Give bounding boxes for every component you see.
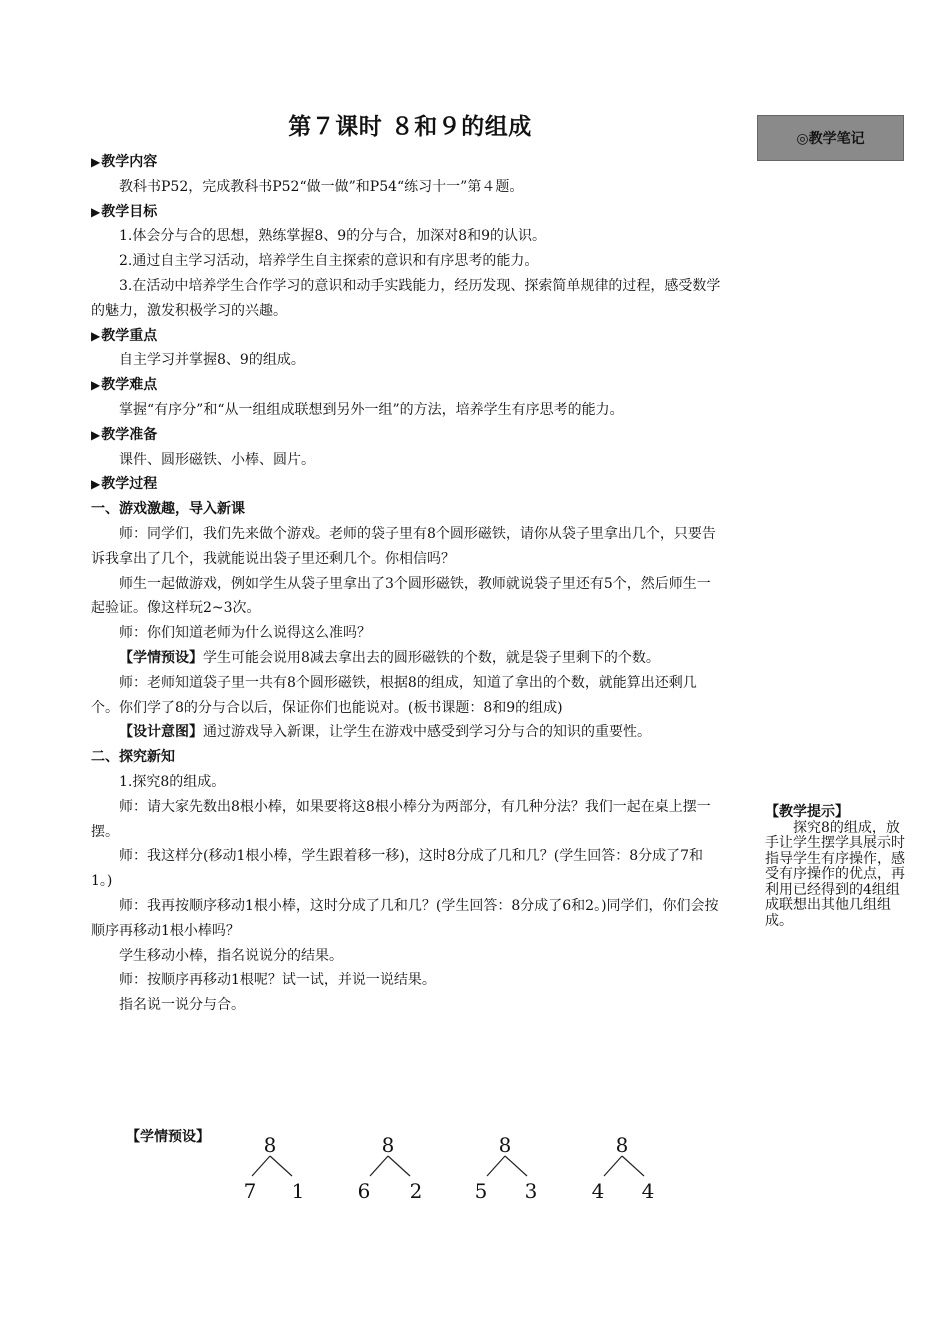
paragraph: 学生移动小棒，指名说说分的结果。 — [119, 947, 343, 964]
paragraph: 师：你们知道老师为什么说得这么准吗？ — [119, 625, 371, 642]
teaching-notes-box: ◎教学笔记 — [757, 115, 904, 161]
branch-line — [270, 1156, 292, 1176]
key-points-text: 自主学习并掌握8、9的组成。 — [119, 352, 305, 369]
left-part: 5 — [474, 1179, 488, 1203]
composition-diagram — [475, 1133, 538, 1203]
triangle-bullet-icon: ▶ — [91, 328, 101, 343]
section-heading-goals: ▶教学目标 — [91, 203, 158, 220]
branch-line — [370, 1156, 388, 1176]
left-part: 7 — [243, 1179, 257, 1203]
paragraph: 师：同学们，我们先来做个游戏。老师的袋子里有8个圆形磁铁，请你从袋子里拿出几个，只要告诉我拿出了几个，我就能说出袋子里还剩几个。你相信吗？ — [91, 525, 716, 567]
teaching-tip — [765, 805, 905, 929]
total-number: 8 — [498, 1133, 512, 1157]
composition-diagrams — [230, 1130, 670, 1210]
section-heading-key-points: ▶教学重点 — [91, 327, 158, 344]
section-heading-difficulties: ▶教学难点 — [91, 377, 158, 394]
tag-label: 【学情预设】 — [119, 649, 203, 666]
composition-diagram — [244, 1133, 305, 1203]
paragraph: 师：按顺序再移动1根呢？试一试，并说一说结果。 — [119, 972, 436, 989]
lesson-body — [91, 150, 724, 1018]
branch-line — [604, 1156, 622, 1176]
paragraph: 师生一起做游戏，例如学生从袋子里拿出了3个圆形磁铁，教师就说袋子里还有5个，然后师生一起验证。像这样玩2~3次。 — [91, 575, 711, 617]
triangle-bullet-icon: ▶ — [91, 477, 101, 492]
section-heading-content: ▶教学内容 — [91, 154, 158, 170]
paragraph: 师：老师知道袋子里一共有8个圆形磁铁，根据8的组成，知道了拿出的个数，就能算出还剩几个。你们学了8的分与合以后，保证你们也能说对。(板书课题：8和9的组成) — [91, 674, 697, 716]
triangle-bullet-icon: ▶ — [91, 427, 101, 442]
teaching-tip-title: 【教学提示】 — [765, 804, 849, 820]
tag-label: 【设计意图】 — [119, 724, 203, 741]
section-heading-prep: ▶教学准备 — [91, 426, 158, 443]
left-part: 6 — [357, 1179, 371, 1203]
paragraph: 师：我再按顺序移动1根小棒，这时分成了几和几？(学生回答：8分成了6和2。)同学们，你们会按顺序再移动1根小棒吗？ — [91, 897, 719, 939]
paragraph: 1.探究8的组成。 — [119, 773, 226, 790]
triangle-bullet-icon: ▶ — [91, 378, 101, 393]
right-part: 4 — [641, 1179, 655, 1203]
total-number: 8 — [263, 1133, 277, 1157]
difficulties-text: 掌握“有序分”和“从一组组成联想到另外一组”的方法，培养学生有序思考的能力。 — [119, 401, 624, 418]
branch-line — [252, 1156, 270, 1176]
branch-line — [487, 1156, 505, 1176]
part1-title: 一、游戏激趣，导入新课 — [91, 501, 245, 518]
page-title: 第７课时 ８和９的组成 — [288, 114, 532, 140]
paragraph: 【学情预设】学生可能会说用8减去拿出去的圆形磁铁的个数，就是袋子里剩下的个数。 — [119, 649, 660, 666]
right-part: 3 — [524, 1179, 538, 1203]
composition-diagram — [592, 1133, 655, 1203]
prep-text: 课件、圆形磁铁、小棒、圆片。 — [119, 451, 315, 468]
paragraph: 【设计意图】通过游戏导入新课，让学生在游戏中感受到学习分与合的知识的重要性。 — [119, 724, 651, 741]
right-part: 2 — [409, 1179, 423, 1203]
goal-item: 1.体会分与合的思想，熟练掌握8、9的分与合，加深对8和9的认识。 — [119, 228, 546, 245]
teaching-tip-text: 探究8的组成，放手让学生摆学具展示时指导学生有序操作，感受有序操作的优点，再利用已经得到的4组组成联想出其他几组组成。 — [765, 819, 905, 929]
paragraph: 师：请大家先数出8根小棒，如果要将这8根小棒分为两部分，有几种分法？我们一起在桌上摆一摆。 — [91, 798, 711, 840]
section-heading-process: ▶教学过程 — [91, 476, 158, 493]
total-number: 8 — [615, 1133, 629, 1157]
total-number: 8 — [381, 1133, 395, 1157]
left-part: 4 — [591, 1179, 605, 1203]
content-text: 教科书P52，完成教科书P52“做一做”和P54“练习十一”第４题。 — [119, 178, 524, 195]
goal-item: 3.在活动中培养学生合作学习的意识和动手实践能力，经历发现、探索简单规律的过程，感受数学的魅力，激发积极学习的兴趣。 — [91, 277, 721, 319]
composition-diagram — [358, 1133, 423, 1203]
branch-line — [505, 1156, 527, 1176]
triangle-bullet-icon: ▶ — [91, 155, 101, 169]
right-part: 1 — [291, 1179, 305, 1203]
goal-item: 2.通过自主学习活动，培养学生自主探索的意识和有序思考的能力。 — [119, 253, 539, 270]
branch-line — [388, 1156, 410, 1176]
paragraph: 指名说一说分与合。 — [119, 997, 245, 1014]
part2-title: 二、探究新知 — [91, 749, 175, 766]
paragraph: 师：我这样分(移动1根小棒，学生跟着移一移)，这时8分成了几和几？(学生回答：8分成了7和1。) — [91, 848, 704, 890]
branch-line — [622, 1156, 644, 1176]
triangle-bullet-icon: ▶ — [91, 204, 101, 219]
diagram-tag-label: 【学情预设】 — [126, 1129, 210, 1145]
